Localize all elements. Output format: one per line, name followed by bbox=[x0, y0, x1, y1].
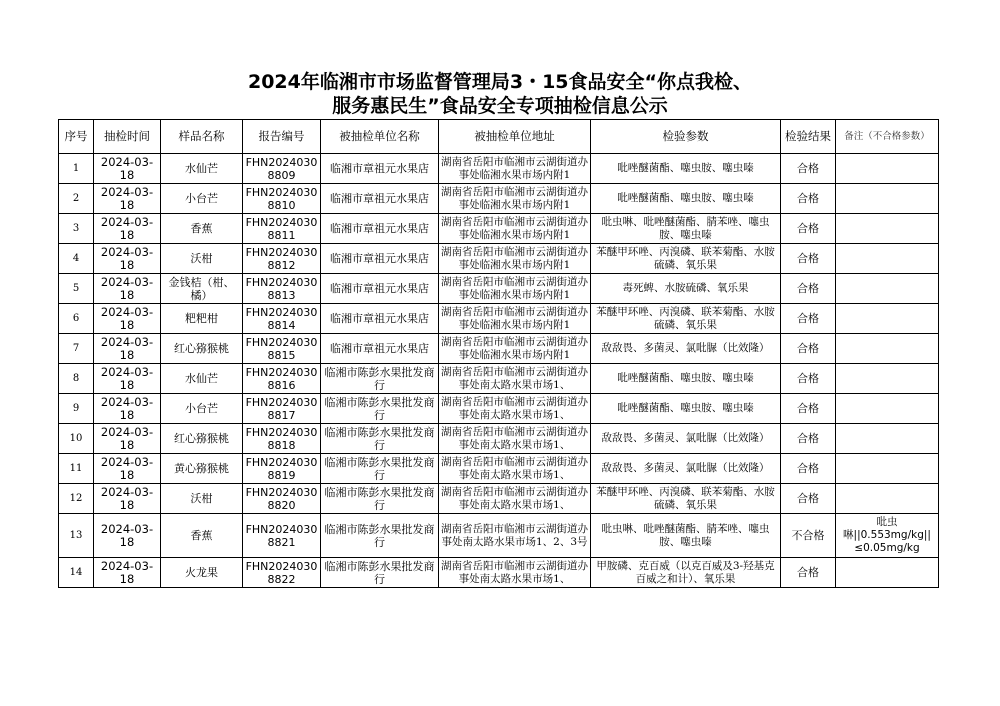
row-remark bbox=[836, 244, 939, 274]
row-seq: 3 bbox=[59, 214, 94, 244]
row-result: 合格 bbox=[781, 274, 836, 304]
row-test-params: 毒死蜱、水胺硫磷、氧乐果 bbox=[591, 274, 781, 304]
row-unit-address-text: 湖南省岳阳市临湘市云湖街道办事处南太路水果市场1、 bbox=[441, 485, 588, 511]
row-unit-name: 临湘市章祖元水果店 bbox=[321, 154, 439, 184]
row-seq: 14 bbox=[59, 558, 94, 588]
row-result: 合格 bbox=[781, 484, 836, 514]
page-title-line2: 服务惠民生”食品安全专项抽检信息公示 bbox=[332, 95, 668, 117]
row-unit-address-text: 湖南省岳阳市临湘市云湖街道办事处临湘水果市场内附1 bbox=[441, 245, 588, 271]
row-remark bbox=[836, 304, 939, 334]
row-unit-address bbox=[439, 364, 591, 394]
row-date: 2024-03-18 bbox=[94, 274, 161, 304]
row-unit-address bbox=[439, 214, 591, 244]
page-title-line1: 2024年临湘市市场监督管理局3・15食品安全“你点我检、 bbox=[247, 71, 753, 93]
table-row bbox=[59, 484, 939, 514]
row-unit-name: 临湘市章祖元水果店 bbox=[321, 304, 439, 334]
row-unit-name: 临湘市章祖元水果店 bbox=[321, 244, 439, 274]
row-report-number: FHN20240308813 bbox=[243, 274, 321, 304]
row-unit-address bbox=[439, 484, 591, 514]
header-address: 被抽检单位地址 bbox=[439, 120, 591, 154]
row-report-number: FHN20240308816 bbox=[243, 364, 321, 394]
row-unit-address: 湖南省岳阳市临湘市云湖街道办事处南太路水果市场1、2、3号 bbox=[439, 514, 591, 558]
row-result: 合格 bbox=[781, 364, 836, 394]
row-report-number: FHN20240308817 bbox=[243, 394, 321, 424]
row-sample: 小台芒 bbox=[161, 394, 243, 424]
table-row bbox=[59, 214, 939, 244]
row-unit-address-text: 湖南省岳阳市临湘市云湖街道办事处南太路水果市场1、 bbox=[441, 425, 588, 451]
row-unit-address-text: 湖南省岳阳市临湘市云湖街道办事处临湘水果市场内附1 bbox=[441, 155, 588, 181]
row-unit-address bbox=[439, 424, 591, 454]
row-unit-name: 临湘市章祖元水果店 bbox=[321, 214, 439, 244]
row-sample: 红心猕猴桃 bbox=[161, 424, 243, 454]
row-date: 2024-03-18 bbox=[94, 244, 161, 274]
row-unit-address bbox=[439, 244, 591, 274]
row-unit-name: 临湘市陈彭水果批发商行 bbox=[321, 514, 439, 558]
row-report-number: FHN20240308819 bbox=[243, 454, 321, 484]
row-sample: 香蕉 bbox=[161, 514, 243, 558]
header-seq: 序号 bbox=[59, 120, 94, 154]
row-remark bbox=[836, 364, 939, 394]
table-row bbox=[59, 558, 939, 588]
row-sample: 水仙芒 bbox=[161, 364, 243, 394]
row-unit-name: 临湘市陈彭水果批发商行 bbox=[321, 394, 439, 424]
row-seq: 13 bbox=[59, 514, 94, 558]
row-unit-address-text: 湖南省岳阳市临湘市云湖街道办事处临湘水果市场内附1 bbox=[441, 215, 588, 241]
row-unit-address bbox=[439, 184, 591, 214]
row-sample: 粑粑柑 bbox=[161, 304, 243, 334]
row-unit-name: 临湘市陈彭水果批发商行 bbox=[321, 454, 439, 484]
row-unit-address-text: 湖南省岳阳市临湘市云湖街道办事处临湘水果市场内附1 bbox=[441, 335, 588, 361]
row-remark bbox=[836, 424, 939, 454]
header-params: 检验参数 bbox=[591, 120, 781, 154]
row-result: 合格 bbox=[781, 184, 836, 214]
row-sample: 火龙果 bbox=[161, 558, 243, 588]
row-date: 2024-03-18 bbox=[94, 184, 161, 214]
table-row bbox=[59, 304, 939, 334]
row-date: 2024-03-18 bbox=[94, 558, 161, 588]
row-sample: 黄心猕猴桃 bbox=[161, 454, 243, 484]
table-row bbox=[59, 244, 939, 274]
row-seq: 12 bbox=[59, 484, 94, 514]
row-seq: 7 bbox=[59, 334, 94, 364]
row-seq: 11 bbox=[59, 454, 94, 484]
row-report-number: FHN20240308820 bbox=[243, 484, 321, 514]
row-test-params: 敌敌畏、多菌灵、氯吡脲（比效隆） bbox=[591, 334, 781, 364]
row-unit-address bbox=[439, 558, 591, 588]
table-header-row bbox=[59, 120, 939, 154]
row-result: 合格 bbox=[781, 244, 836, 274]
table-row bbox=[59, 454, 939, 484]
row-sample: 香蕉 bbox=[161, 214, 243, 244]
row-unit-address bbox=[439, 334, 591, 364]
row-test-params: 苯醚甲环唑、丙溴磷、联苯菊酯、水胺硫磷、氧乐果 bbox=[591, 484, 781, 514]
table-row bbox=[59, 364, 939, 394]
row-report-number: FHN20240308810 bbox=[243, 184, 321, 214]
row-unit-address bbox=[439, 274, 591, 304]
row-seq: 8 bbox=[59, 364, 94, 394]
row-unit-address bbox=[439, 304, 591, 334]
row-remark bbox=[836, 394, 939, 424]
row-seq: 4 bbox=[59, 244, 94, 274]
row-test-params: 苯醚甲环唑、丙溴磷、联苯菊酯、水胺硫磷、氧乐果 bbox=[591, 244, 781, 274]
row-report-number: FHN20240308818 bbox=[243, 424, 321, 454]
row-result: 合格 bbox=[781, 394, 836, 424]
row-date: 2024-03-18 bbox=[94, 454, 161, 484]
row-report-number: FHN20240308815 bbox=[243, 334, 321, 364]
header-report: 报告编号 bbox=[243, 120, 321, 154]
row-date: 2024-03-18 bbox=[94, 394, 161, 424]
row-result: 合格 bbox=[781, 424, 836, 454]
row-remark bbox=[836, 214, 939, 244]
row-unit-name: 临湘市章祖元水果店 bbox=[321, 274, 439, 304]
row-unit-name: 临湘市章祖元水果店 bbox=[321, 334, 439, 364]
header-date: 抽检时间 bbox=[94, 120, 161, 154]
header-result: 检验结果 bbox=[781, 120, 836, 154]
row-test-params: 吡唑醚菌酯、噻虫胺、噻虫嗪 bbox=[591, 184, 781, 214]
row-unit-name: 临湘市陈彭水果批发商行 bbox=[321, 364, 439, 394]
row-remark bbox=[836, 484, 939, 514]
row-seq: 5 bbox=[59, 274, 94, 304]
row-report-number: FHN20240308821 bbox=[243, 514, 321, 558]
row-unit-name: 临湘市陈彭水果批发商行 bbox=[321, 484, 439, 514]
row-date: 2024-03-18 bbox=[94, 334, 161, 364]
row-unit-address bbox=[439, 454, 591, 484]
table-row bbox=[59, 424, 939, 454]
header-sample: 样品名称 bbox=[161, 120, 243, 154]
row-unit-address-text: 湖南省岳阳市临湘市云湖街道办事处南太路水果市场1、 bbox=[441, 455, 588, 481]
row-remark bbox=[836, 558, 939, 588]
row-seq: 2 bbox=[59, 184, 94, 214]
row-date: 2024-03-18 bbox=[94, 214, 161, 244]
row-unit-address bbox=[439, 394, 591, 424]
row-test-params: 吡虫啉、吡唑醚菌酯、腈苯唑、噻虫胺、噻虫嗪 bbox=[591, 514, 781, 558]
row-report-number: FHN20240308814 bbox=[243, 304, 321, 334]
table-row bbox=[59, 184, 939, 214]
row-result: 合格 bbox=[781, 454, 836, 484]
row-date: 2024-03-18 bbox=[94, 154, 161, 184]
row-remark bbox=[836, 274, 939, 304]
row-remark bbox=[836, 184, 939, 214]
row-unit-address-text: 湖南省岳阳市临湘市云湖街道办事处临湘水果市场内附1 bbox=[441, 305, 588, 331]
row-remark: 吡虫啉||0.553mg/kg||≤0.05mg/kg bbox=[836, 514, 939, 558]
row-test-params: 甲胺磷、克百威（以克百威及3-羟基克百威之和计）、氧乐果 bbox=[591, 558, 781, 588]
row-sample: 沃柑 bbox=[161, 484, 243, 514]
row-result: 合格 bbox=[781, 154, 836, 184]
row-unit-address-text: 湖南省岳阳市临湘市云湖街道办事处南太路水果市场1、 bbox=[441, 559, 588, 585]
row-unit-name: 临湘市章祖元水果店 bbox=[321, 184, 439, 214]
row-date: 2024-03-18 bbox=[94, 424, 161, 454]
row-remark bbox=[836, 334, 939, 364]
row-sample: 沃柑 bbox=[161, 244, 243, 274]
row-result: 合格 bbox=[781, 334, 836, 364]
row-seq: 6 bbox=[59, 304, 94, 334]
row-sample: 金钱桔（柑、橘） bbox=[161, 274, 243, 304]
row-sample: 小台芒 bbox=[161, 184, 243, 214]
row-test-params: 苯醚甲环唑、丙溴磷、联苯菊酯、水胺硫磷、氧乐果 bbox=[591, 304, 781, 334]
row-unit-address-text: 湖南省岳阳市临湘市云湖街道办事处临湘水果市场内附1 bbox=[441, 275, 588, 301]
row-date: 2024-03-18 bbox=[94, 304, 161, 334]
row-report-number: FHN20240308822 bbox=[243, 558, 321, 588]
row-sample: 红心猕猴桃 bbox=[161, 334, 243, 364]
row-unit-address-text: 湖南省岳阳市临湘市云湖街道办事处南太路水果市场1、 bbox=[441, 365, 588, 391]
row-test-params: 吡唑醚菌酯、噻虫胺、噻虫嗪 bbox=[591, 394, 781, 424]
table-row bbox=[59, 514, 939, 558]
row-report-number: FHN20240308812 bbox=[243, 244, 321, 274]
table-row bbox=[59, 394, 939, 424]
row-remark bbox=[836, 154, 939, 184]
row-seq: 10 bbox=[59, 424, 94, 454]
row-date: 2024-03-18 bbox=[94, 514, 161, 558]
row-test-params: 吡唑醚菌酯、噻虫胺、噻虫嗪 bbox=[591, 154, 781, 184]
header-unit: 被抽检单位名称 bbox=[321, 120, 439, 154]
row-unit-address-text: 湖南省岳阳市临湘市云湖街道办事处临湘水果市场内附1 bbox=[441, 185, 588, 211]
row-sample: 水仙芒 bbox=[161, 154, 243, 184]
row-result: 不合格 bbox=[781, 514, 836, 558]
row-seq: 1 bbox=[59, 154, 94, 184]
row-unit-address bbox=[439, 154, 591, 184]
row-test-params: 敌敌畏、多菌灵、氯吡脲（比效隆） bbox=[591, 424, 781, 454]
row-unit-name: 临湘市陈彭水果批发商行 bbox=[321, 558, 439, 588]
row-unit-name: 临湘市陈彭水果批发商行 bbox=[321, 424, 439, 454]
row-unit-address-text: 湖南省岳阳市临湘市云湖街道办事处南太路水果市场1、 bbox=[441, 395, 588, 421]
row-date: 2024-03-18 bbox=[94, 364, 161, 394]
row-test-params: 吡虫啉、吡唑醚菌酯、腈苯唑、噻虫胺、噻虫嗪 bbox=[591, 214, 781, 244]
row-result: 合格 bbox=[781, 304, 836, 334]
row-test-params: 吡唑醚菌酯、噻虫胺、噻虫嗪 bbox=[591, 364, 781, 394]
row-report-number: FHN20240308811 bbox=[243, 214, 321, 244]
table-row bbox=[59, 334, 939, 364]
row-date: 2024-03-18 bbox=[94, 484, 161, 514]
table-row bbox=[59, 274, 939, 304]
row-result: 合格 bbox=[781, 558, 836, 588]
table-row bbox=[59, 154, 939, 184]
row-remark bbox=[836, 454, 939, 484]
row-report-number: FHN20240308809 bbox=[243, 154, 321, 184]
inspection-table bbox=[58, 119, 939, 588]
row-seq: 9 bbox=[59, 394, 94, 424]
row-result: 合格 bbox=[781, 214, 836, 244]
header-remark: 备注（不合格参数） bbox=[836, 120, 939, 154]
row-test-params: 敌敌畏、多菌灵、氯吡脲（比效隆） bbox=[591, 454, 781, 484]
